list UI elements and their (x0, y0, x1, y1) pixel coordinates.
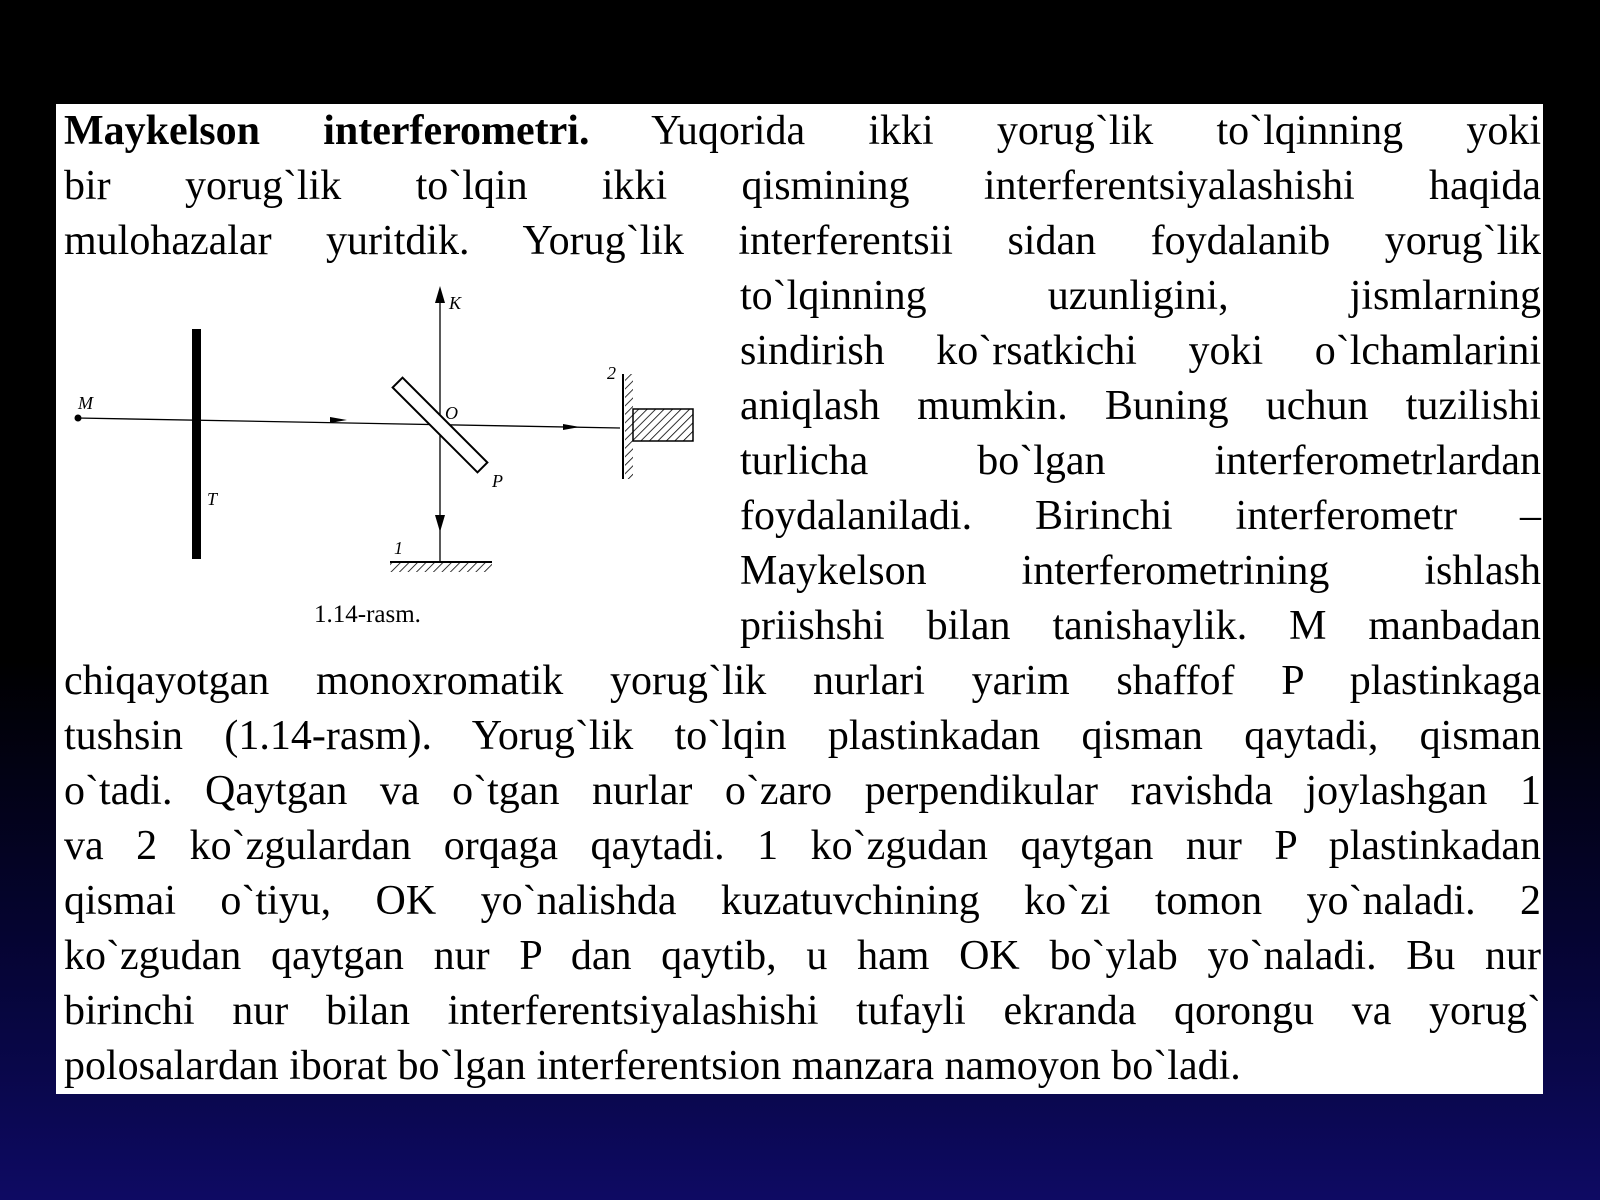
source-point (75, 415, 82, 422)
beam-arrow-up (435, 286, 445, 303)
screen-t (192, 329, 201, 559)
text-line: tushsin (1.14-rasm). Yorug`lik to`lqin plastinkadan qisman qaytadi, qisman (64, 713, 1541, 759)
section-heading: Maykelson interferometri. (64, 108, 590, 154)
beam-arrow-down (435, 515, 445, 532)
mirror-2-mount (633, 409, 693, 441)
text-line: foydalaniladi. Birinchi interferometr – (740, 493, 1541, 539)
text-line: birinchi nur bilan interferentsiyalashishi tufayli ekranda qorongu va yorug` (64, 988, 1541, 1034)
beam-arrow (330, 417, 347, 423)
text-line: priishshi bilan tanishaylik. M manbadan (740, 603, 1541, 649)
text-line (64, 104, 1541, 159)
label-screen: T (207, 489, 218, 509)
michelson-interferometer-diagram (64, 279, 724, 639)
text-line: o`tadi. Qaytgan va o`tgan nurlar o`zaro perpendikular ravishda joylashgan 1 (64, 768, 1541, 814)
text-line: ko`zgudan qaytgan nur P dan qaytib, u ham OK bo`ylab yo`naladi. Bu nur (64, 933, 1541, 979)
text-line: Maykelson interferometrining ishlash (740, 548, 1541, 594)
label-mirror2: 2 (607, 363, 616, 383)
figure-caption: 1.14-rasm. (314, 601, 421, 628)
text-line: qismai o`tiyu, OK yo`nalishda kuzatuvchining ko`zi tomon yo`naladi. 2 (64, 878, 1541, 924)
document-page (56, 104, 1543, 1094)
label-mirror1: 1 (394, 538, 403, 558)
label-source: M (78, 393, 93, 413)
text-line: to`lqinning uzunligini, jismlarning (740, 273, 1541, 319)
label-center: O (445, 403, 458, 423)
beam-arrow (563, 424, 580, 430)
text-line: bir yorug`lik to`lqin ikki qismining interferentsiyalashishi haqida (64, 163, 1541, 209)
text-line: turlicha bo`lgan interferometrlardan (740, 438, 1541, 484)
text-line: chiqayotgan monoxromatik yorug`lik nurlari yarim shaffof P plastinkaga (64, 658, 1541, 704)
mirror-2-hatch (625, 374, 633, 479)
heading-continuation: Yuqorida ikki yorug`lik to`lqinning yoki (589, 108, 1541, 154)
horizontal-beam (77, 418, 620, 428)
label-observer: K (449, 293, 462, 313)
text-line: mulohazalar yuritdik. Yorug`lik interferentsii sidan foydalanib yorug`lik (64, 218, 1541, 264)
text-line: aniqlash mumkin. Buning uchun tuzilishi (740, 383, 1541, 429)
mirror-1-hatch (390, 563, 492, 572)
text-line: va 2 ko`zgulardan orqaga qaytadi. 1 ko`zgudan qaytgan nur P plastinkadan (64, 823, 1541, 869)
label-plate: P (492, 471, 503, 491)
text-line: polosalardan iborat bo`lgan interferentsion manzara namoyon bo`ladi. (64, 1043, 1241, 1089)
text-line: sindirish ko`rsatkichi yoki o`lchamlarini (740, 328, 1541, 374)
